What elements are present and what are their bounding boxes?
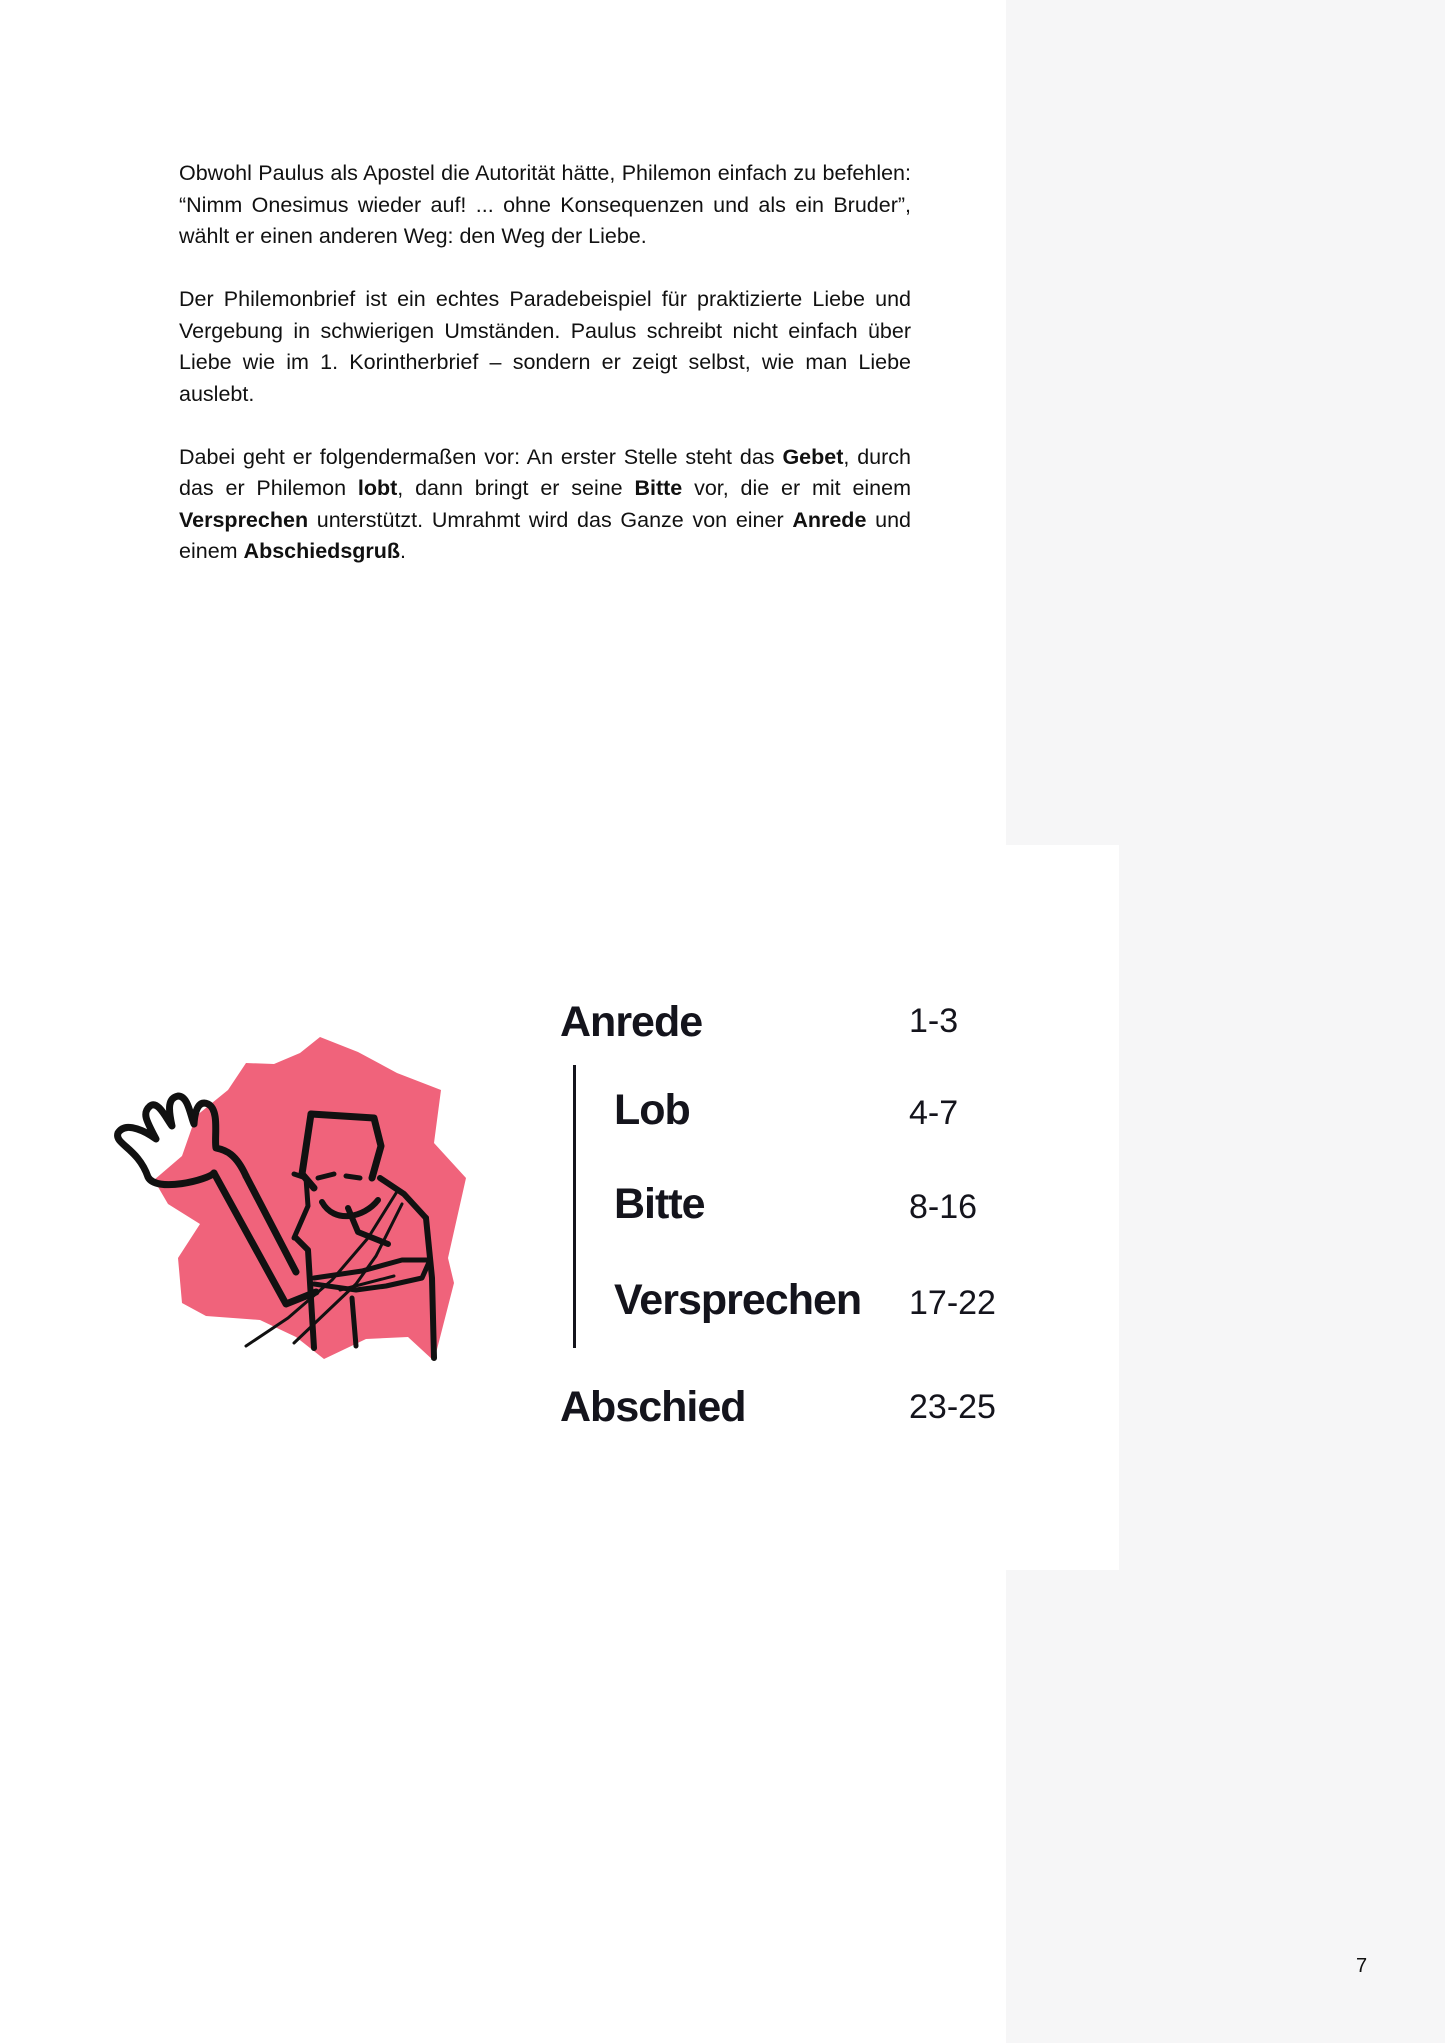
bold-term-anrede: Anrede	[792, 507, 867, 532]
text-span: unterstützt. Umrahmt wird das Ganze von einer	[308, 507, 793, 532]
paragraph-2: Der Philemonbrief ist ein echtes Paradebeispiel für praktizierte Liebe und Vergebung in schwierigen Umständen. Paulus schreibt nicht einfach über Liebe wie im 1. Korintherbrief – sondern er zeigt selbst, wie man Liebe auslebt.	[179, 287, 911, 406]
outline-bracket-line	[573, 1065, 576, 1348]
bold-term-abschiedsgruss: Abschiedsgruß	[243, 539, 401, 563]
bold-term-lobt: lobt	[357, 476, 398, 500]
letter-outline	[560, 990, 1020, 1440]
text-span: vor, die er mit einem	[682, 476, 912, 500]
outline-range-bitte: 8-16	[909, 1188, 978, 1226]
paul-figure-icon	[96, 1028, 496, 1428]
outline-range-lob: 4-7	[909, 1094, 959, 1132]
outline-label-lob: Lob	[614, 1086, 690, 1134]
body-text	[179, 158, 911, 599]
outline-range-abschied: 23-25	[909, 1388, 996, 1426]
outline-background-panel	[1006, 845, 1119, 1570]
outline-label-abschied: Abschied	[560, 1383, 746, 1431]
outline-range-anrede: 1-3	[909, 1002, 959, 1040]
outline-label-anrede: Anrede	[560, 998, 703, 1046]
text-span: .	[400, 539, 407, 563]
bold-term-bitte: Bitte	[634, 476, 683, 500]
outline-label-bitte: Bitte	[614, 1180, 705, 1228]
text-span: , dann bringt er seine	[397, 476, 635, 500]
page-number: 7	[1356, 1955, 1368, 1977]
outline-range-versprechen: 17-22	[909, 1284, 996, 1322]
paragraph-1: Obwohl Paulus als Apostel die Autorität hätte, Philemon einfach zu befehlen: “Nimm Onesimus wieder auf! ... ohne Konsequenzen und als ein Bruder”, wählt er einen anderen Weg: den Weg der Liebe.	[179, 161, 911, 248]
paragraph-3	[179, 442, 911, 568]
text-span: und einem	[179, 507, 911, 563]
bold-term-gebet: Gebet	[782, 444, 844, 469]
outline-label-versprechen: Versprechen	[614, 1276, 862, 1324]
text-span: , durch das er Philemon	[179, 444, 912, 500]
text-span: Dabei geht er folgendermaßen vor: An erster Stelle steht das	[179, 444, 783, 469]
bold-term-versprechen: Versprechen	[179, 507, 309, 532]
